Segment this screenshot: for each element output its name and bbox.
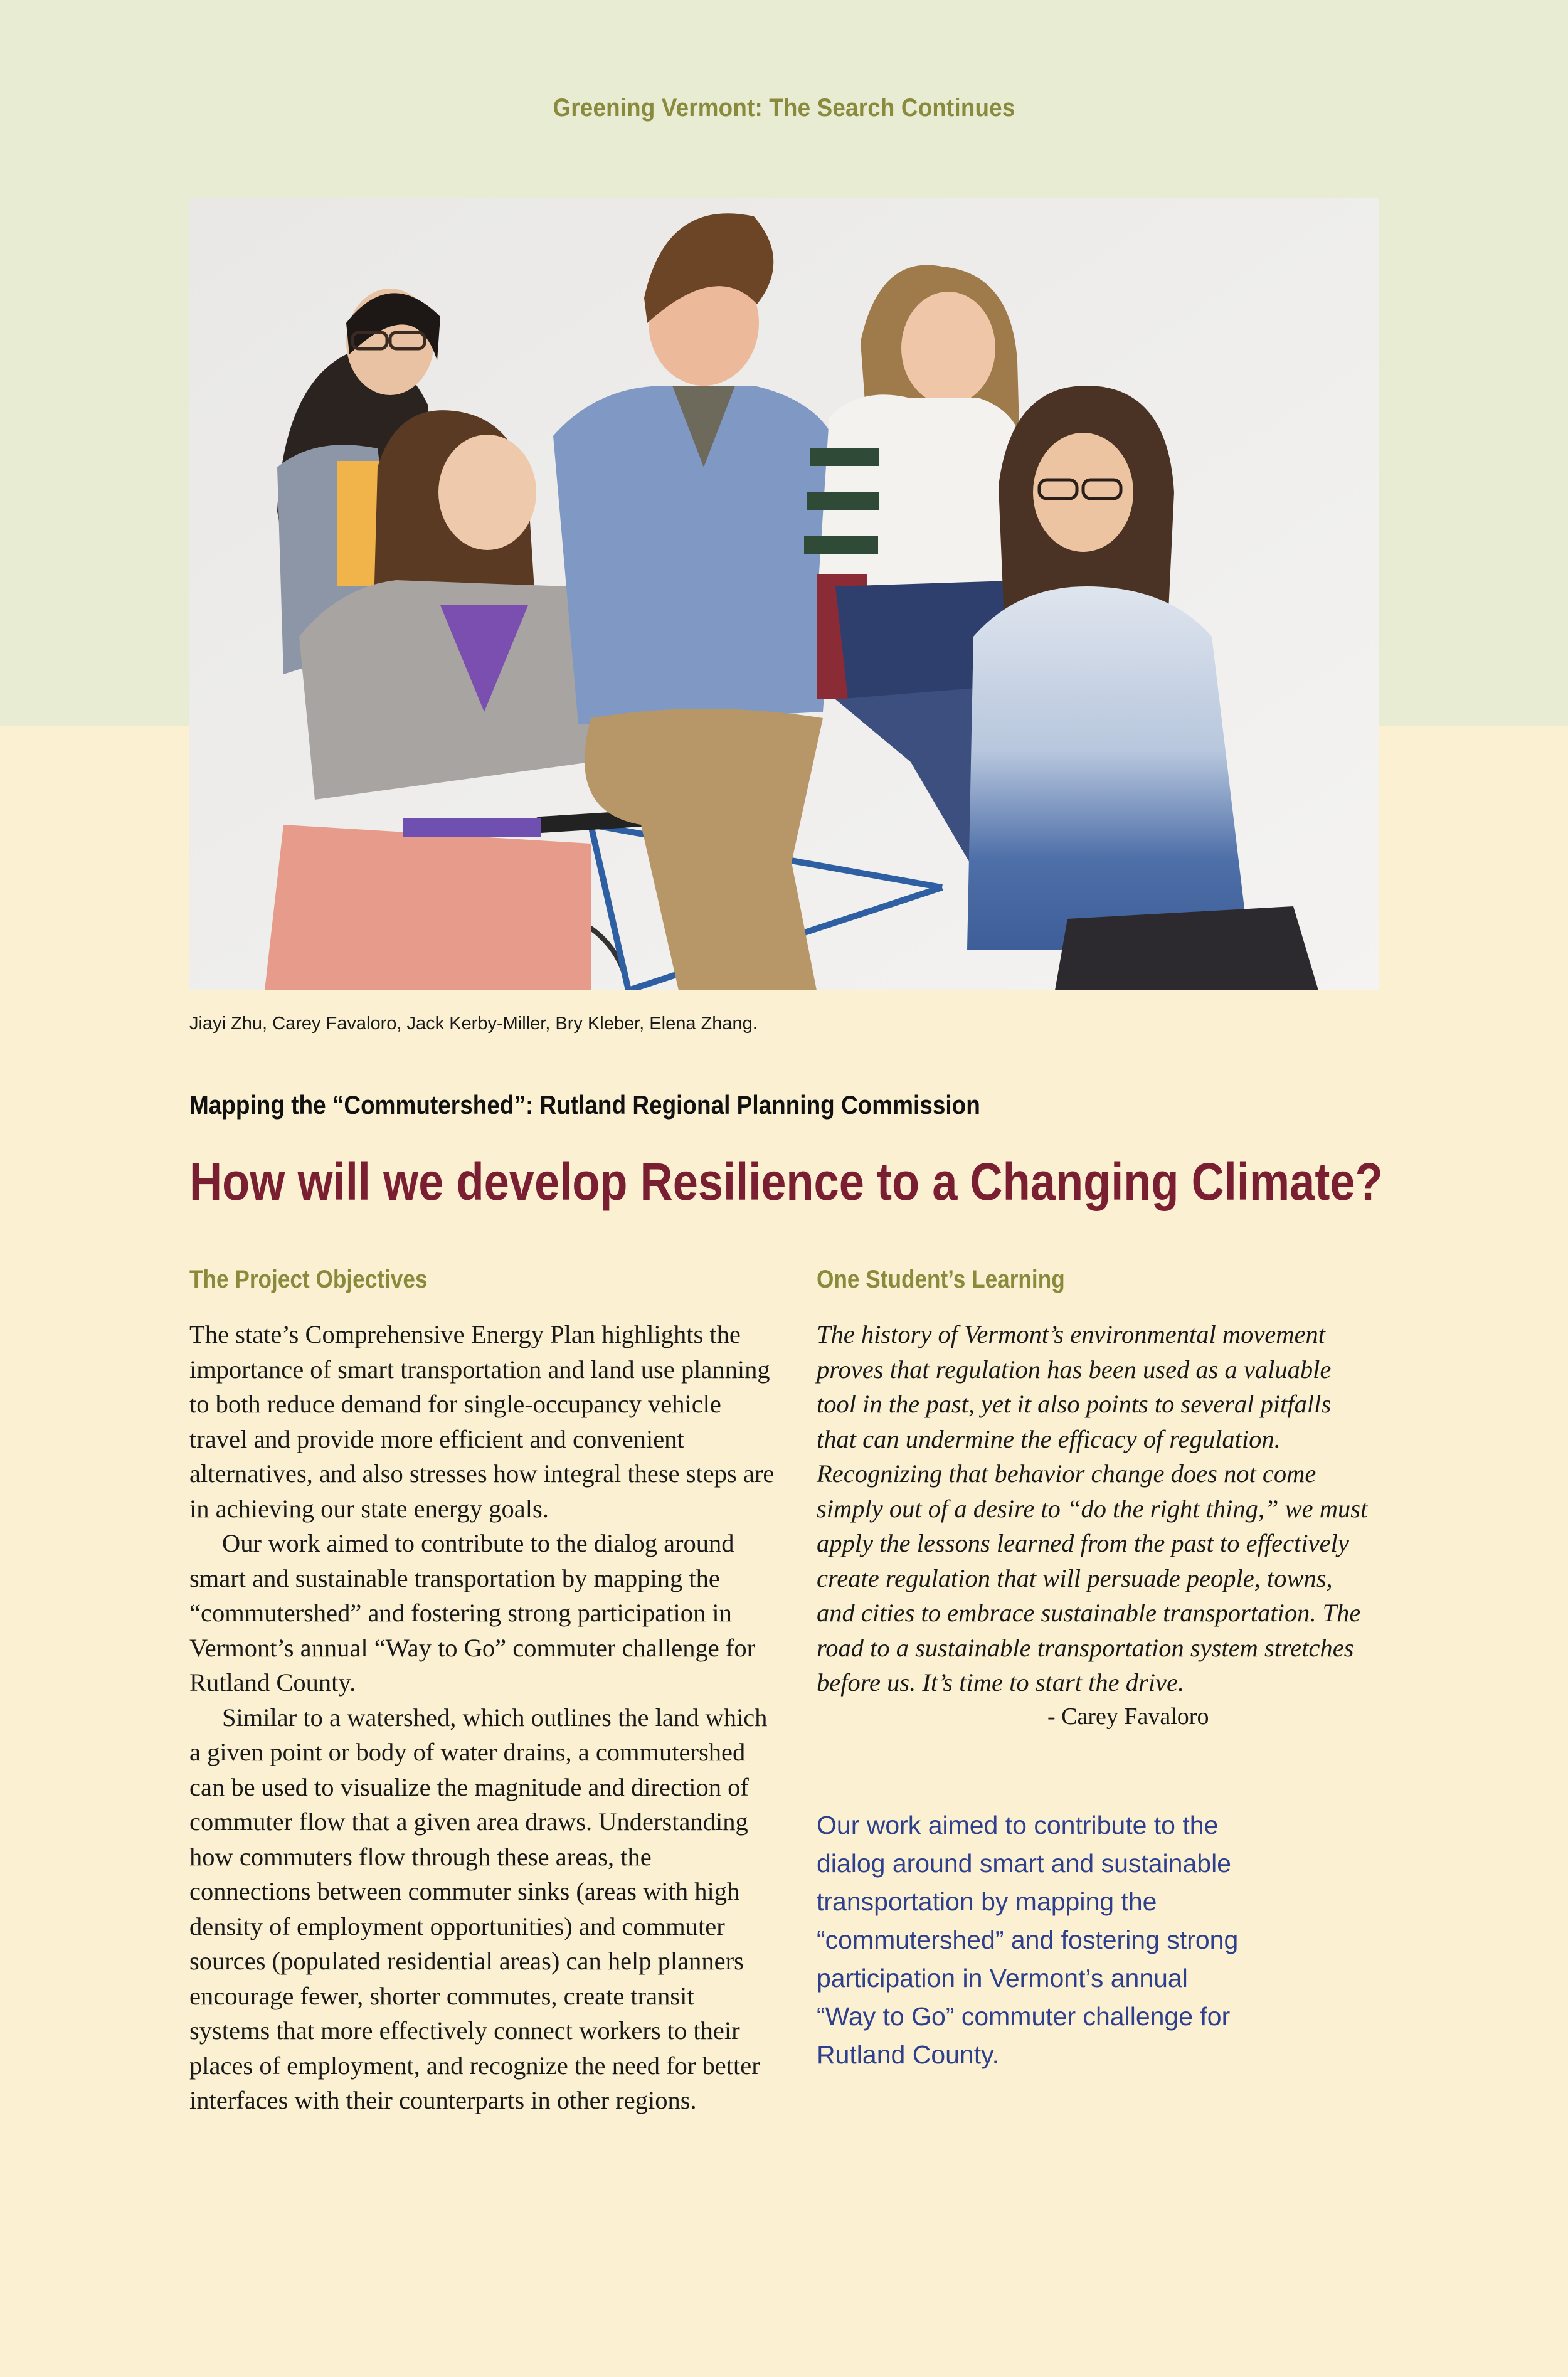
pull-quote: Our work aimed to contribute to the dialog around smart and sustainable transportation by mapping the “commutershed” and fostering strong participation in Vermont’s annual “Way to Go” commuter challenge for Rutland County. bbox=[817, 1811, 1239, 2069]
body-paragraph: Similar to a watershed, which outlines the land which a given point or body of water drains, a commutershed can be used to visualize the magnitude and direction of commuter flow that a given area draws. Understanding how commuters flow through these areas, the connections between commuter sinks (areas with high density of employment opportunities) and commuter sources (populated residential areas) can help planners encourage fewer, shorter commutes, create transit systems that more effectively connect workers to their places of employment, and recognize the need for better interfaces with their counterparts in other regions. bbox=[189, 1703, 768, 2114]
running-title: Greening Vermont: The Search Continues bbox=[553, 94, 1015, 122]
left-column-heading: The Project Objectives bbox=[189, 1266, 428, 1293]
right-column-heading: One Student’s Learning bbox=[817, 1266, 1065, 1293]
photo-caption: Jiayi Zhu, Carey Favaloro, Jack Kerby-Miller, Bry Kleber, Elena Zhang. bbox=[189, 1014, 758, 1034]
student-quote: The history of Vermont’s environmental movement proves that regulation has been used as a valuable tool in the past, yet it also points to several pitfalls that can undermine the efficacy of regulation. Recognizing that behavior change does not come simply out of a desire to “do the right thing,” we must apply the lessons learned from the past to effectively create regulation that will persuade people, towns, and cities to embrace sustainable transportation. The road to a sustainable transportation system stretches before us. It’s time to start the drive. bbox=[817, 1320, 1368, 1697]
group-photo-illustration bbox=[189, 198, 1379, 990]
article-kicker: Mapping the “Commutershed”: Rutland Regional Planning Commission bbox=[189, 1090, 980, 1120]
group-photo bbox=[189, 198, 1379, 990]
body-paragraph: Our work aimed to contribute to the dialog around smart and sustainable transportation by mapping the “commutershed” and fostering strong participation in Vermont’s annual “Way to Go” commuter challenge for Rutland County. bbox=[189, 1529, 756, 1697]
article-headline: How will we develop Resilience to a Changing Climate? bbox=[189, 1152, 1383, 1211]
left-column-body bbox=[189, 1317, 779, 2118]
right-column-body bbox=[817, 1317, 1369, 1733]
quote-attribution: - Carey Favaloro bbox=[1047, 1703, 1209, 1730]
body-paragraph: The state’s Comprehensive Energy Plan highlights the importance of smart transportation and land use planning to both reduce demand for single-occupancy vehicle travel and provide more efficient and convenient alternatives, and also stresses how integral these steps are in achieving our state energy goals. bbox=[189, 1320, 775, 1523]
